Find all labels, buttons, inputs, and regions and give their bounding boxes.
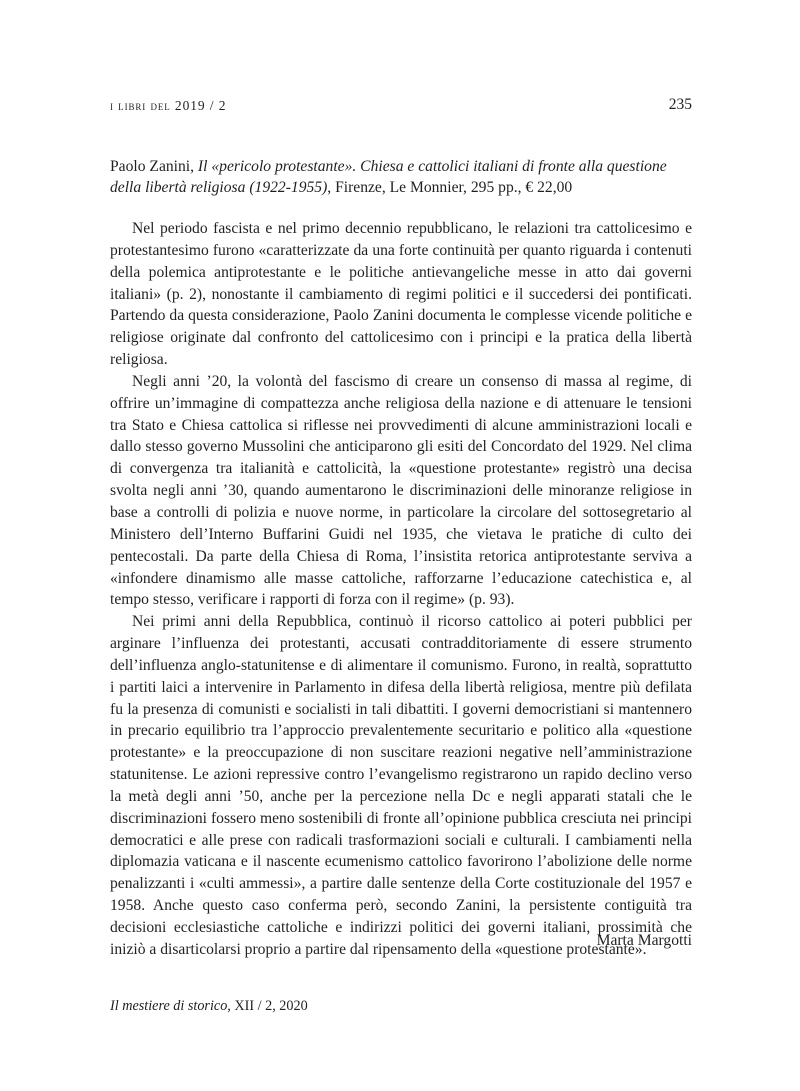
book-citation: [110, 156, 692, 199]
citation-publication: , Firenze, Le Monnier, 295 pp., € 22,00: [327, 179, 573, 197]
review-paragraph-1: Nel periodo fascista e nel primo decennio repubblicano, le relazioni tra cattolicesimo e protestantesimo furono «caratterizzate da una forte continuità per quanto riguarda i contenuti della polemica antiprotestante e le politiche antievangeliche messe in atto dai governi italiani» (p. 2), nonostante il cambiamento di regimi politici e il succedersi dei pontificati. Partendo da questa considerazione, Paolo Zanini documenta le complesse vicende politiche e religiose originate dal confronto del cattolicesimo con i principi e la pratica della libertà religiosa.: [110, 220, 692, 369]
footer-journal: Il mestiere di storico: [110, 998, 228, 1014]
review-paragraph-3: Nei primi anni della Repubblica, continuò il ricorso cattolico ai poteri pubblici per arginare l’influenza dei protestanti, accusati contradditoriamente di essere strumento dell’influenza anglo-statunitense e di alimentare il comunismo. Furono, in realtà, soprattutto i partiti laici a intervenire in Parlamento in difesa della libertà religiosa, mentre più defilata fu la presenza di comunisti e socialisti in tali dibattiti. I governi democristiani si mantennero in precario equilibrio tra l’approccio prevalentemente securitario e politico alla «questione protestante» e la preoccupazione di non suscitare reazioni negative nell’amministrazione statunitense. Le azioni repressive contro l’evangelismo registrarono un rapido declino verso la metà degli anni ’50, anche per la percezione nella Dc e negli apparati statali che le discriminazioni fossero meno sostenibili di fronte all’opinione pubblica cresciuta nei principi democratici e alle prese con radicali trasformazioni sociali e culturali. I cambiamenti nella diplomazia vaticana e il nascente ecumenismo cattolico favorirono l’abolizione delle norme penalizzanti i «culti ammessi», a partire dalle sentenze della Corte costituzionale del 1957 e 1958. Anche questo caso conferma però, secondo Zanini, la persistente contiguità tra decisioni ecclesiastiche cattoliche e indirizzi politici dei governi italiani, prossimità che iniziò a disarticolarsi proprio a partire dal ripensamento della «questione protestante».: [110, 613, 692, 958]
running-head-section: i libri del 2019 / 2: [110, 98, 227, 113]
footer-issue: , XII / 2, 2020: [227, 998, 308, 1014]
citation-title: Il «pericolo protestante». Chiesa e cattolici italiani di fronte alla questione della libertà religiosa (1922-1955): [110, 158, 667, 197]
reviewer-signature: Marta Margotti: [596, 932, 692, 949]
review-body: [110, 218, 692, 961]
running-head: [110, 96, 692, 118]
page-number: 235: [668, 96, 692, 113]
citation-author: Paolo Zanini,: [110, 158, 198, 175]
review-paragraph-2: Negli anni ’20, la volontà del fascismo di creare un consenso di massa al regime, di offrire un’immagine di compattezza anche religiosa della nazione e di attenuare le tensioni tra Stato e Chiesa cattolica si riflesse nei provvedimenti di alcune amministrazioni locali e dallo stesso governo Mussolini che anticiparono gli esiti del Concordato del 1929. Nel clima di convergenza tra italianità e cattolicità, la «questione protestante» registrò una decisa svolta negli anni ’30, quando aumentarono le discriminazioni delle minoranze religiose in base a controlli di polizia e nuove norme, in particolare la circolare del sottosegretario al Ministero dell’Interno Buffarini Guidi nel 1935, che vietava le pratiche di culto dei pentecostali. Da parte della Chiesa di Roma, l’insistita retorica antiprotestante serviva a «infondere dinamismo alle masse cattoliche, rafforzarne l’educazione catechistica e, al tempo stesso, verificare i rapporti di forza con il regime» (p. 93).: [110, 372, 692, 609]
page-footer: [110, 998, 308, 1015]
